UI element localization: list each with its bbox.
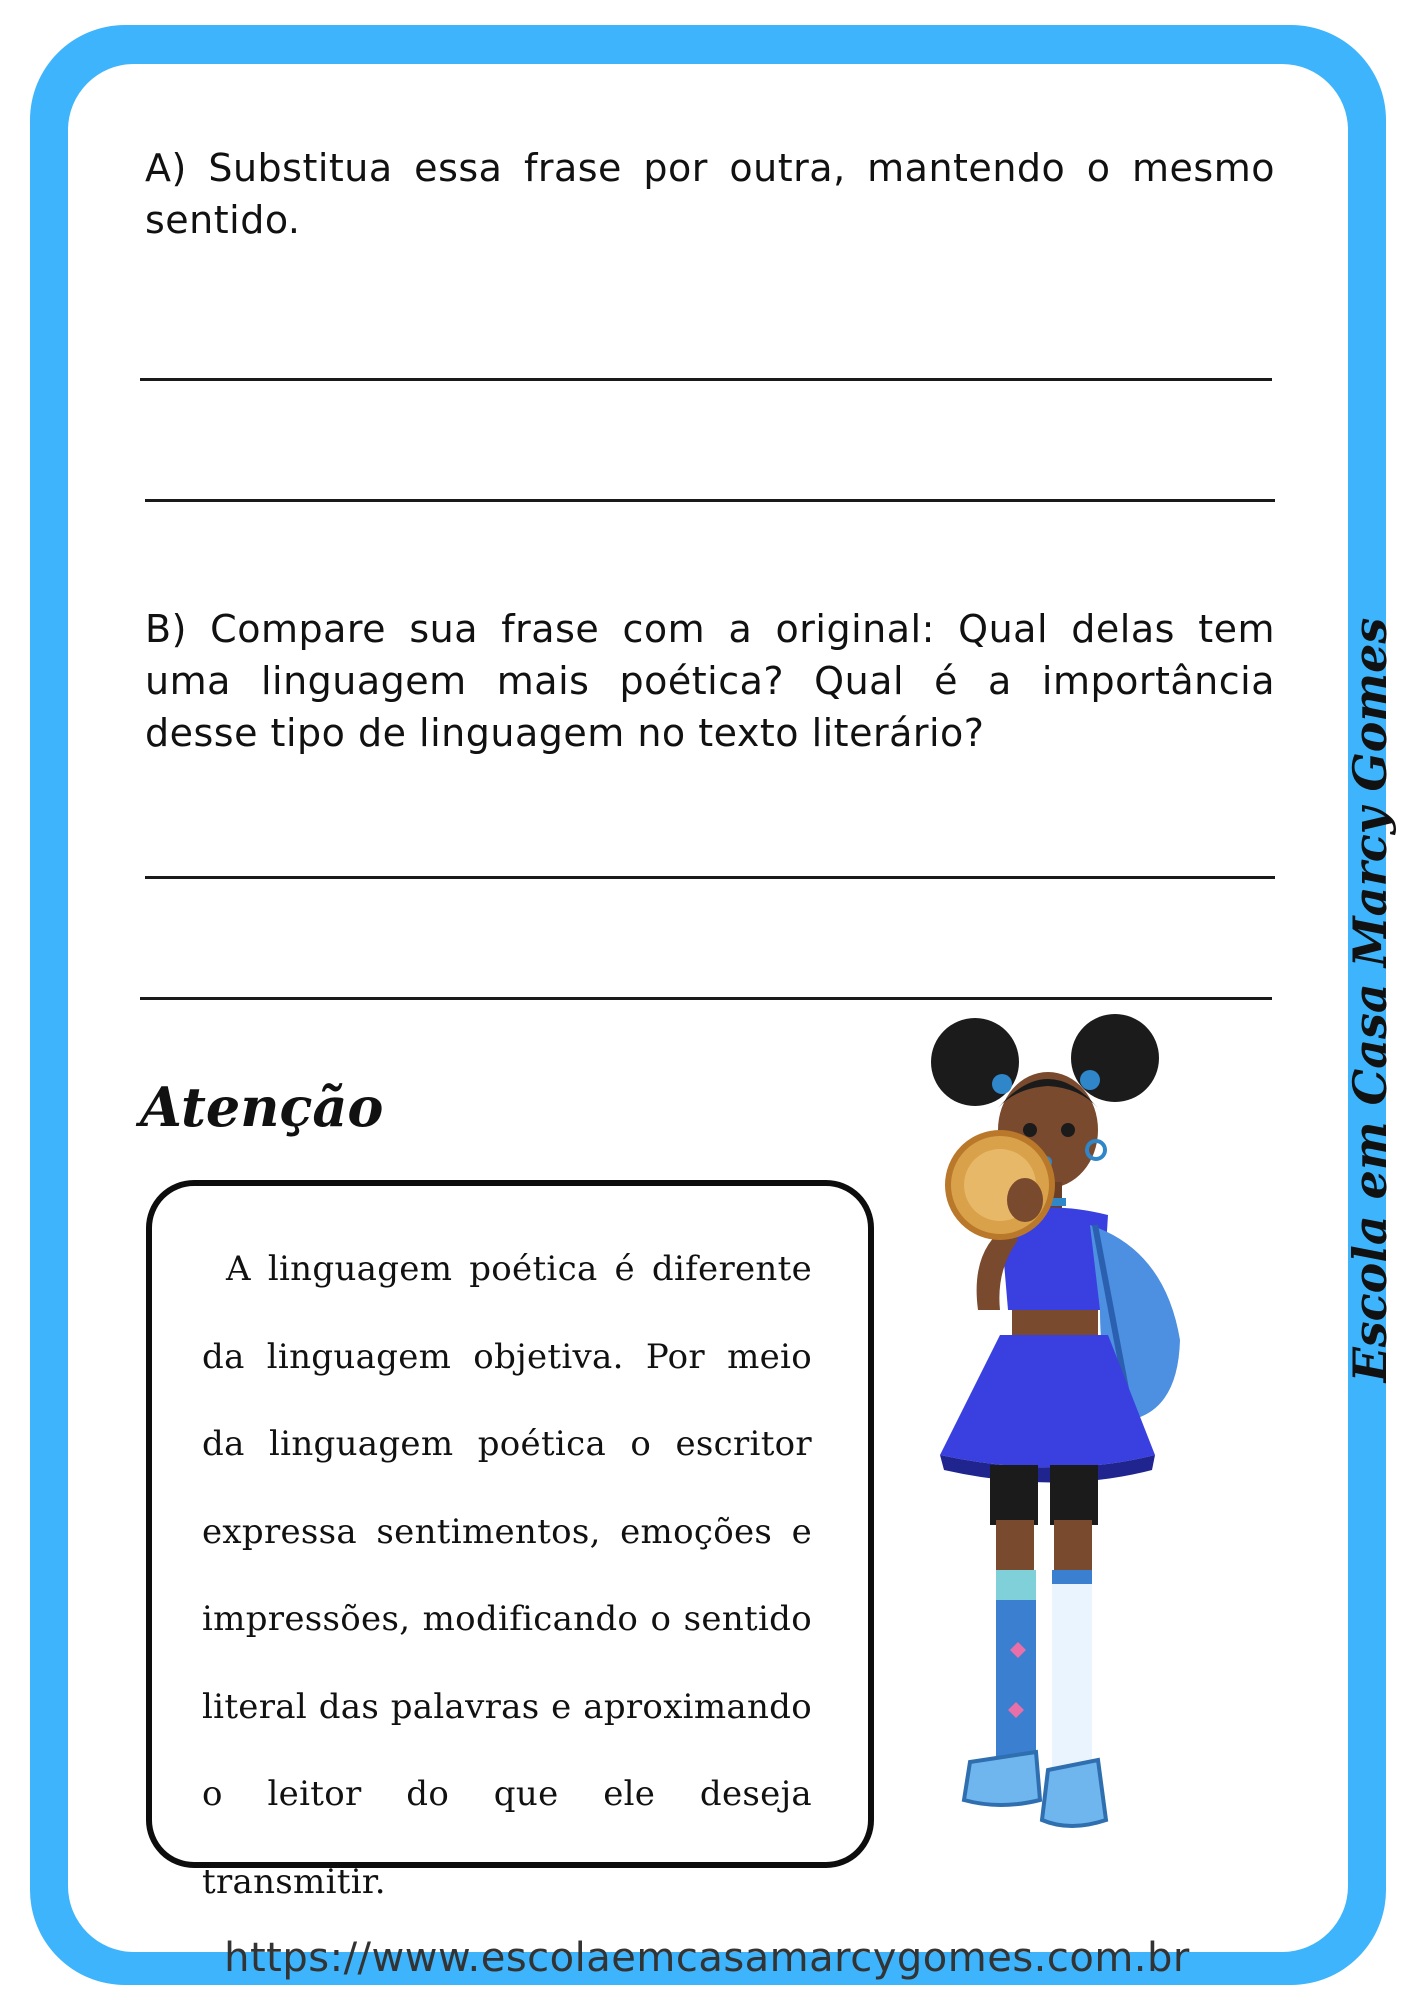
side-school-label: Escola em Casa Marcy Gomes [1343,617,1397,1383]
answer-line-a2 [145,499,1275,502]
answer-line-b1 [145,876,1275,879]
girl-with-tambourine-illustration [930,1010,1220,1860]
attention-heading: Atenção [140,1075,384,1139]
question-b: B) Compare sua frase com a original: Qual delas tem uma linguagem mais poética? Qual é a importância desse tipo de linguagem no texto literário? [145,607,1275,755]
attention-box [146,1180,874,1902]
footer-url: https://www.escolaemcasamarcygomes.com.br [224,1935,1190,1981]
question-a: A) Substitua essa frase por outra, mantendo o mesmo sentido. [145,146,1275,242]
answer-line-b2 [140,997,1272,1000]
attention-text: A linguagem poética é diferente da linguagem objetiva. Por meio da linguagem poética o escritor expressa sentimentos, emoções e impressões, modificando o sentido literal das palavras e aproximando o leitor do que ele deseja transmitir. [202,1249,812,1902]
answer-line-a1 [140,378,1272,381]
